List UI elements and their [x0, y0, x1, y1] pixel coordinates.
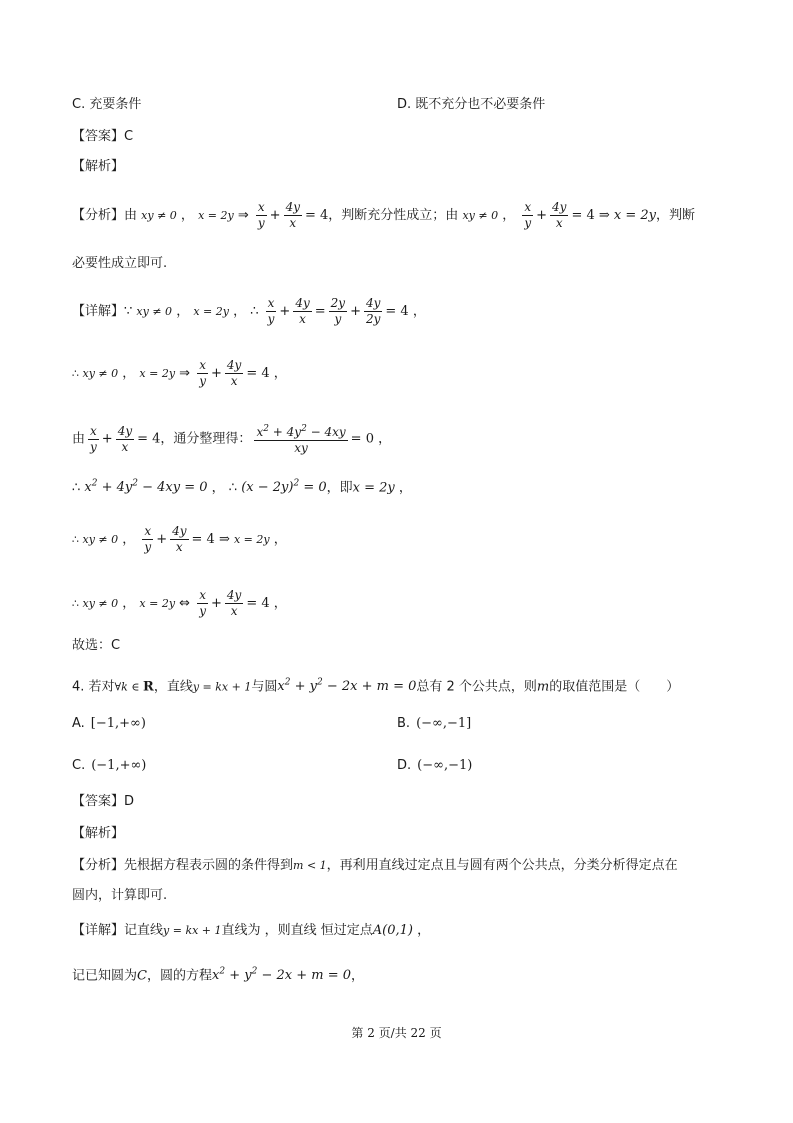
q4-option-a: A. [−1,+∞): [72, 716, 146, 731]
step-q3-1: ∴ xy ≠ 0 ， x = 2y ⇒ $\frac{x}{y}$ + $\frac{4y}{x}$ = 4 ，: [72, 358, 287, 388]
q4-option-b: B. (−∞,−1]: [397, 716, 472, 731]
analysis-heading-q4: 【解析】: [72, 826, 125, 841]
option-d: D. 既不充分也不必要条件: [397, 97, 546, 112]
q4-option-d: D. (−∞,−1): [397, 758, 473, 773]
fenxi-q4-line2: 圆内，计算即可.: [72, 888, 168, 903]
analysis-heading-q3: 【解析】: [72, 159, 125, 174]
step-q3-2: 由 $\frac{x}{y}$ + $\frac{4y}{x}$ = 4，通分整理得： $\frac{x^2 + 4y^2 - 4xy}{xy}$ = 0 ，: [72, 423, 392, 455]
answer-q3: 【答案】C: [72, 129, 134, 144]
xiangjie-q3: 【详解】∵ xy ≠ 0 ， x = 2y ， ∴ $\frac{x}{y}$ + $\frac{4y}{x}$ = $\frac{2y}{y}$ + $\frac{4y}{2y}$ = 4 ，: [72, 296, 426, 326]
fenxi-q3: 【分析】由 xy ≠ 0 ， x = 2y ⇒ $\frac{x}{y}$ + $\frac{4y}{x}$ = 4，判断充分性成立；由 xy ≠ 0 ， $\frac{x}{y}$ + $\frac{4y}{x}$ = 4 ⇒ x = 2y，判断: [72, 200, 696, 230]
option-c: C. 充要条件: [72, 97, 142, 112]
q4-option-c: C. (−1,+∞): [72, 758, 147, 773]
step-q3-5: ∴ xy ≠ 0 ， x = 2y ⇔ $\frac{x}{y}$ + $\frac{4y}{x}$ = 4 ，: [72, 588, 287, 618]
page-footer: 第 2 页/共 22 页: [351, 1026, 442, 1040]
fenxi-q4: 【分析】先根据方程表示圆的条件得到m < 1，再利用直线过定点且与圆有两个公共点，分类分析得定点在: [72, 858, 678, 873]
step-q3-3: ∴ $x^2 + 4y^2 - 4xy = 0$ ， ∴ $(x - 2y)^2 = 0$，即x = 2y ，: [72, 479, 412, 496]
question-4-stem: 4. 若对∀k ∈ R，直线y = kx + 1与圆$x^2 + y^2 - 2x + m = 0$总有 2 个公共点，则m的取值范围是（ ）: [72, 678, 680, 695]
fenxi-q3-line2: 必要性成立即可.: [72, 256, 168, 271]
guxuan-q3: 故选：C: [72, 638, 121, 653]
xiangjie-q4: 【详解】记直线y = kx + 1直线为 ，则直线 恒过定点A(0,1) ，: [72, 923, 431, 938]
step-q3-4: ∴ xy ≠ 0 ， $\frac{x}{y}$ + $\frac{4y}{x}$ = 4 ⇒ x = 2y ，: [72, 524, 287, 554]
circle-def-q4: 记已知圆为C，圆的方程$x^2 + y^2 - 2x + m = 0$，: [72, 967, 365, 984]
answer-q4: 【答案】D: [72, 794, 135, 809]
